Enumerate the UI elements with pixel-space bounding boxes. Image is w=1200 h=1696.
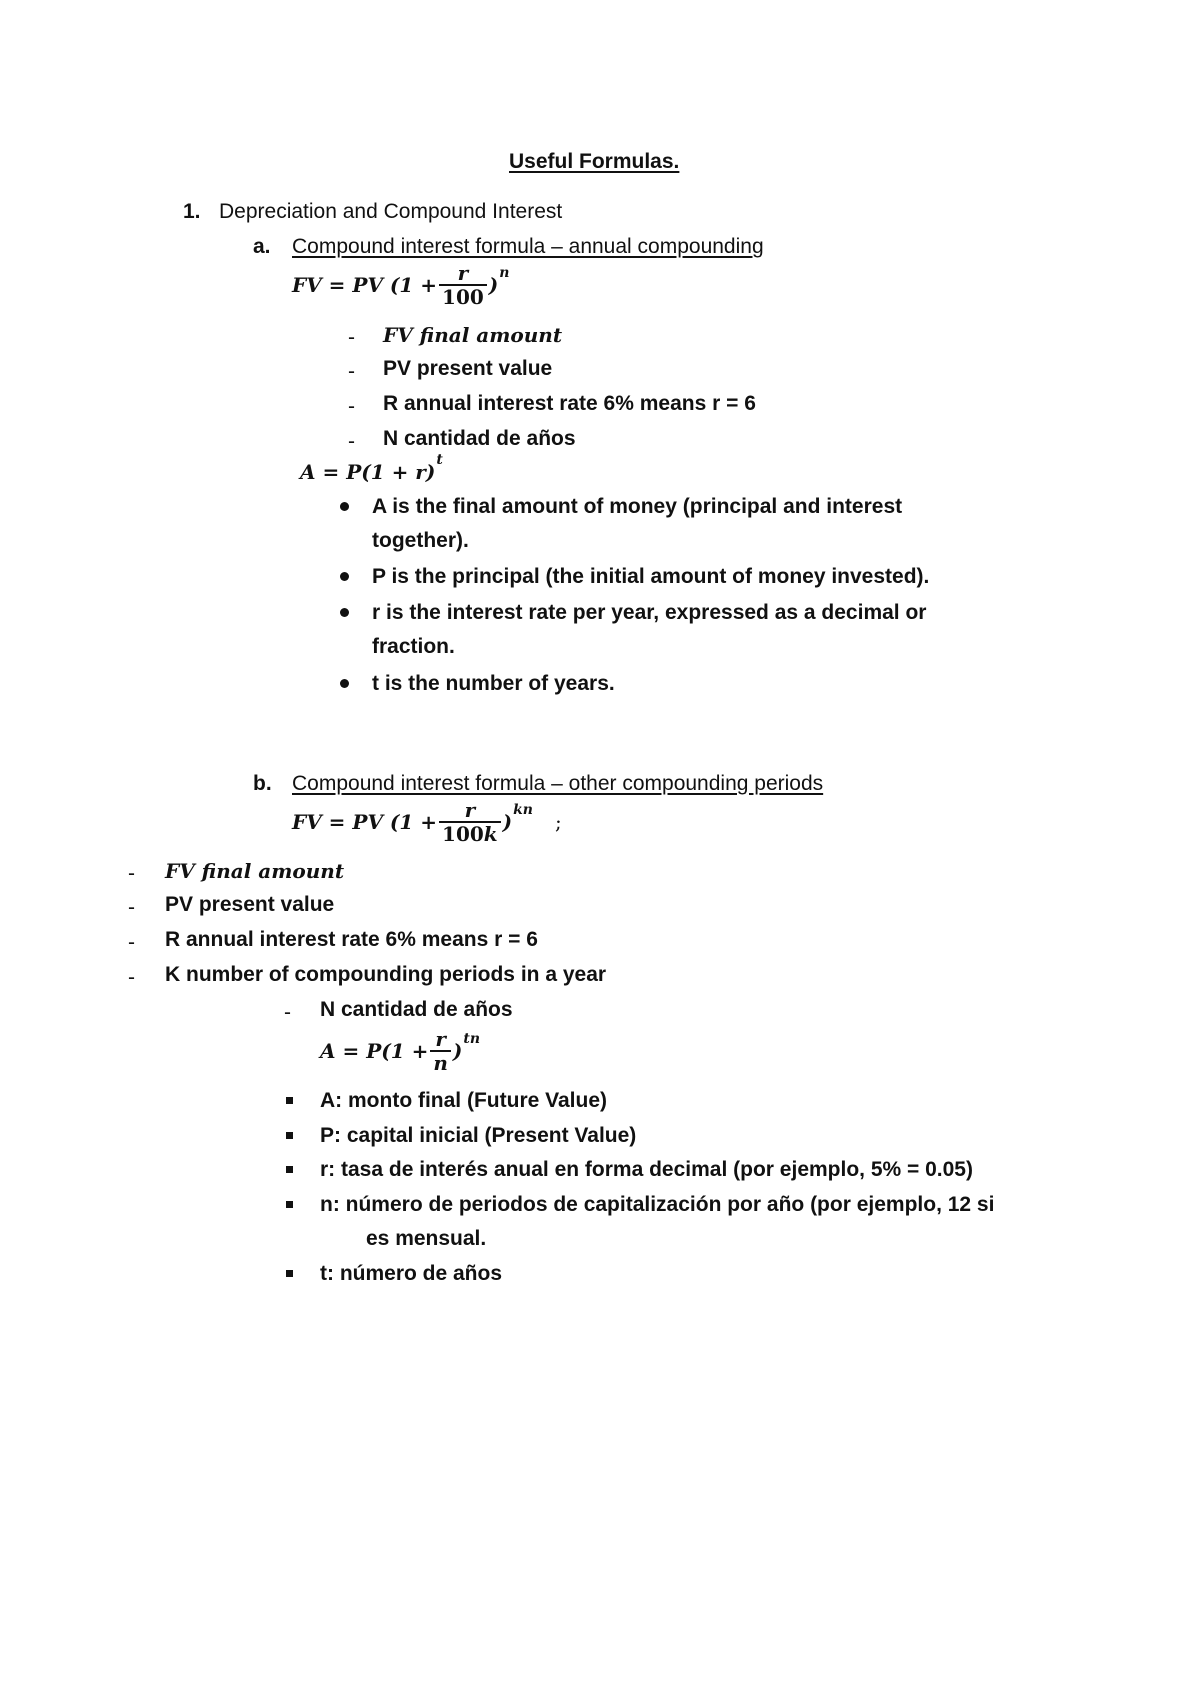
- bullet-square: [286, 1166, 293, 1173]
- numerator: r: [457, 261, 469, 285]
- dash-bullet: -: [284, 1001, 291, 1024]
- bullet-a-line1: A is the final amount of money (principal and interest: [372, 495, 903, 518]
- semicolon: ;: [555, 810, 562, 834]
- dash-bullet: -: [348, 430, 355, 453]
- bullet-dot: [340, 572, 349, 581]
- sq-item-n-line1: n: número de periodos de capitalización por año (por ejemplo, 12 si: [320, 1193, 995, 1216]
- var-pv: PV present value: [165, 893, 335, 916]
- sq-item-r: r: tasa de interés anual en forma decimal (por ejemplo, 5% = 0.05): [320, 1158, 973, 1181]
- dash-bullet: -: [348, 326, 355, 349]
- dash-bullet: -: [128, 862, 135, 885]
- var-fv: FV final amount: [165, 859, 345, 883]
- bullet-dot: [340, 502, 349, 511]
- exponent: t: [436, 452, 443, 468]
- bullet-square: [286, 1132, 293, 1139]
- subsection-b-heading: Compound interest formula – other compounding periods: [292, 772, 824, 795]
- close-paren: ): [452, 1039, 463, 1063]
- var-k: K number of compounding periods in a year: [165, 963, 607, 986]
- bullet-a-line2: together).: [372, 529, 469, 552]
- subsection-b-letter: b.: [253, 772, 272, 795]
- bullet-r-line1: r is the interest rate per year, expressed as a decimal or: [372, 601, 927, 624]
- bullet-dot: [340, 679, 349, 688]
- var-r: R annual interest rate 6% means r = 6: [383, 392, 756, 415]
- bullet-r-line2: fraction.: [372, 635, 455, 658]
- sq-item-p: P: capital inicial (Present Value): [320, 1124, 637, 1147]
- bullet-t-line1: t is the number of years.: [372, 672, 615, 695]
- numerator: r: [464, 798, 476, 822]
- dash-bullet: -: [128, 966, 135, 989]
- dash-bullet: -: [128, 931, 135, 954]
- sq-item-t: t: número de años: [320, 1262, 503, 1285]
- page-title: Useful Formulas.: [509, 150, 680, 173]
- denominator: n: [430, 1050, 451, 1074]
- var-n: N cantidad de años: [320, 998, 513, 1021]
- bullet-p-line1: P is the principal (the initial amount of money invested).: [372, 565, 930, 588]
- denominator-number: 100: [442, 822, 484, 846]
- dash-bullet: -: [348, 360, 355, 383]
- numerator: r: [435, 1027, 446, 1051]
- close-paren: ): [488, 273, 499, 297]
- var-pv: PV present value: [383, 357, 553, 380]
- exponent: tn: [463, 1031, 481, 1047]
- fraction: [430, 1028, 451, 1074]
- fraction: [439, 262, 487, 308]
- var-r: R annual interest rate 6% means r = 6: [165, 928, 538, 951]
- formula-lhs: FV = PV (1 +: [292, 810, 438, 834]
- section-heading: Depreciation and Compound Interest: [219, 200, 563, 223]
- formula-fv-periods: [292, 799, 562, 845]
- var-n: N cantidad de años: [383, 427, 576, 450]
- bullet-square: [286, 1201, 293, 1208]
- formula-lhs: FV = PV (1 +: [292, 273, 438, 297]
- section-number: 1.: [183, 200, 201, 223]
- close-paren: ): [502, 810, 513, 834]
- bullet-square: [286, 1097, 293, 1104]
- formula-text: A = P(1 + r): [300, 460, 436, 484]
- denominator: [439, 821, 501, 845]
- sq-item-a: A: monto final (Future Value): [320, 1089, 607, 1112]
- fraction: [439, 799, 501, 845]
- var-fv: FV final amount: [383, 323, 563, 347]
- formula-fv-annual: [292, 262, 509, 308]
- subsection-a-letter: a.: [253, 235, 271, 258]
- denominator: 100: [439, 284, 487, 308]
- sq-item-n-line2: es mensual.: [366, 1227, 487, 1250]
- subsection-a-heading: Compound interest formula – annual compounding: [292, 235, 764, 258]
- bullet-square: [286, 1270, 293, 1277]
- exponent: kn: [513, 802, 533, 818]
- dash-bullet: -: [128, 896, 135, 919]
- exponent: n: [499, 265, 510, 281]
- denominator-variable: k: [483, 822, 498, 846]
- formula-lhs: A = P(1 +: [320, 1039, 429, 1063]
- formula-a-annual: [300, 452, 443, 484]
- dash-bullet: -: [348, 395, 355, 418]
- bullet-dot: [340, 608, 349, 617]
- formula-a-periods: [320, 1028, 480, 1074]
